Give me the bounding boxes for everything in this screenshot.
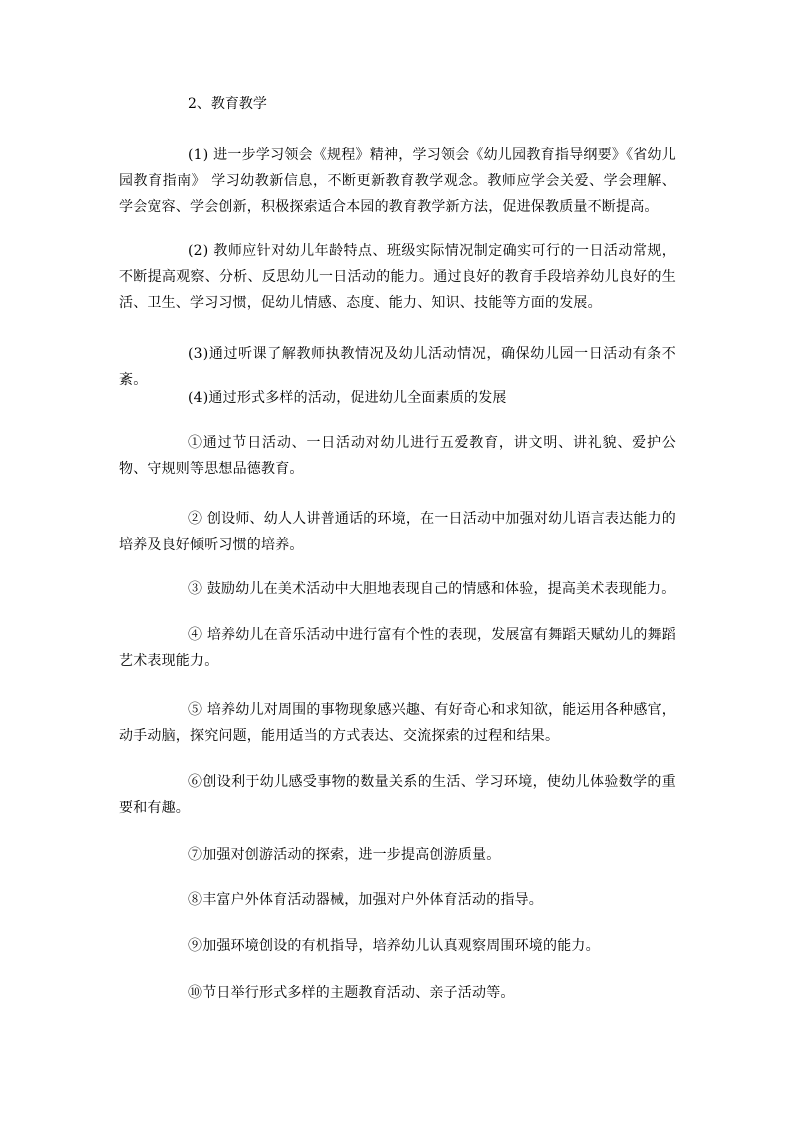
list-item-5: ⑤ 培养幼儿对周围的事物现象感兴趣、有好奇心和求知欲，能运用各种感官，动手动脑，探究问题，能用适当的方式表达、交流探索的过程和结果。 [119,702,676,744]
list-item-4: ④ 培养幼儿在音乐活动中进行富有个性的表现，发展富有舞蹈天赋幼儿的舞蹈艺术表现能力。 [119,627,676,669]
paragraph-3: (3)通过听课了解教师执教情况及幼儿活动情况，确保幼儿园一日活动有条不紊。 [119,346,676,388]
list-item-8: ⑧丰富户外体育活动器械，加强对户外体育活动的指导。 [188,892,543,908]
list-item-7: ⑦加强对创游活动的探索，进一步提高创游质量。 [188,847,501,863]
list-item-6: ⑥创设利于幼儿感受事物的数量关系的生活、学习环境，使幼儿体验数学的重要和有趣。 [119,774,676,816]
list-item-3: ③ 鼓励幼儿在美术活动中大胆地表现自己的情感和体验，提高美术表现能力。 [188,581,676,597]
paragraph-2: (2) 教师应针对幼儿年龄特点、班级实际情况制定确实可行的一日活动常规，不断提高观察、分析、反思幼儿一日活动的能力。通过良好的教育手段培养幼儿良好的生活、卫生、学习习惯，促幼儿情感、态度、能力、知识、技能等方面的发展。 [119,243,676,311]
list-item-1: ①通过节日活动、一日活动对幼儿进行五爱教育，讲文明、讲礼貌、爱护公物、守规则等思想品德教育。 [119,435,676,477]
list-item-9: ⑨加强环境创设的有机指导，培养幼儿认真观察周围环境的能力。 [188,938,600,954]
section-heading: 2、教育教学 [188,96,267,112]
list-item-2: ② 创设师、幼人人讲普通话的环境，在一日活动中加强对幼儿语言表达能力的培养及良好倾听习惯的培养。 [119,511,676,553]
paragraph-1: (1) 进一步学习领会《规程》精神，学习领会《幼儿园教育指导纲要》《省幼儿园教育指南》 学习幼教新信息，不断更新教育教学观念。教师应学会关爱、学会理解、学会宽容、学会创新，积极探索适合本园的教育教学新方法，促进保教质量不断提高。 [119,147,676,215]
list-item-10: ⑩节日举行形式多样的主题教育活动、亲子活动等。 [188,985,515,1001]
paragraph-4: (4)通过形式多样的活动，促进幼儿全面素质的发展 [188,390,507,406]
